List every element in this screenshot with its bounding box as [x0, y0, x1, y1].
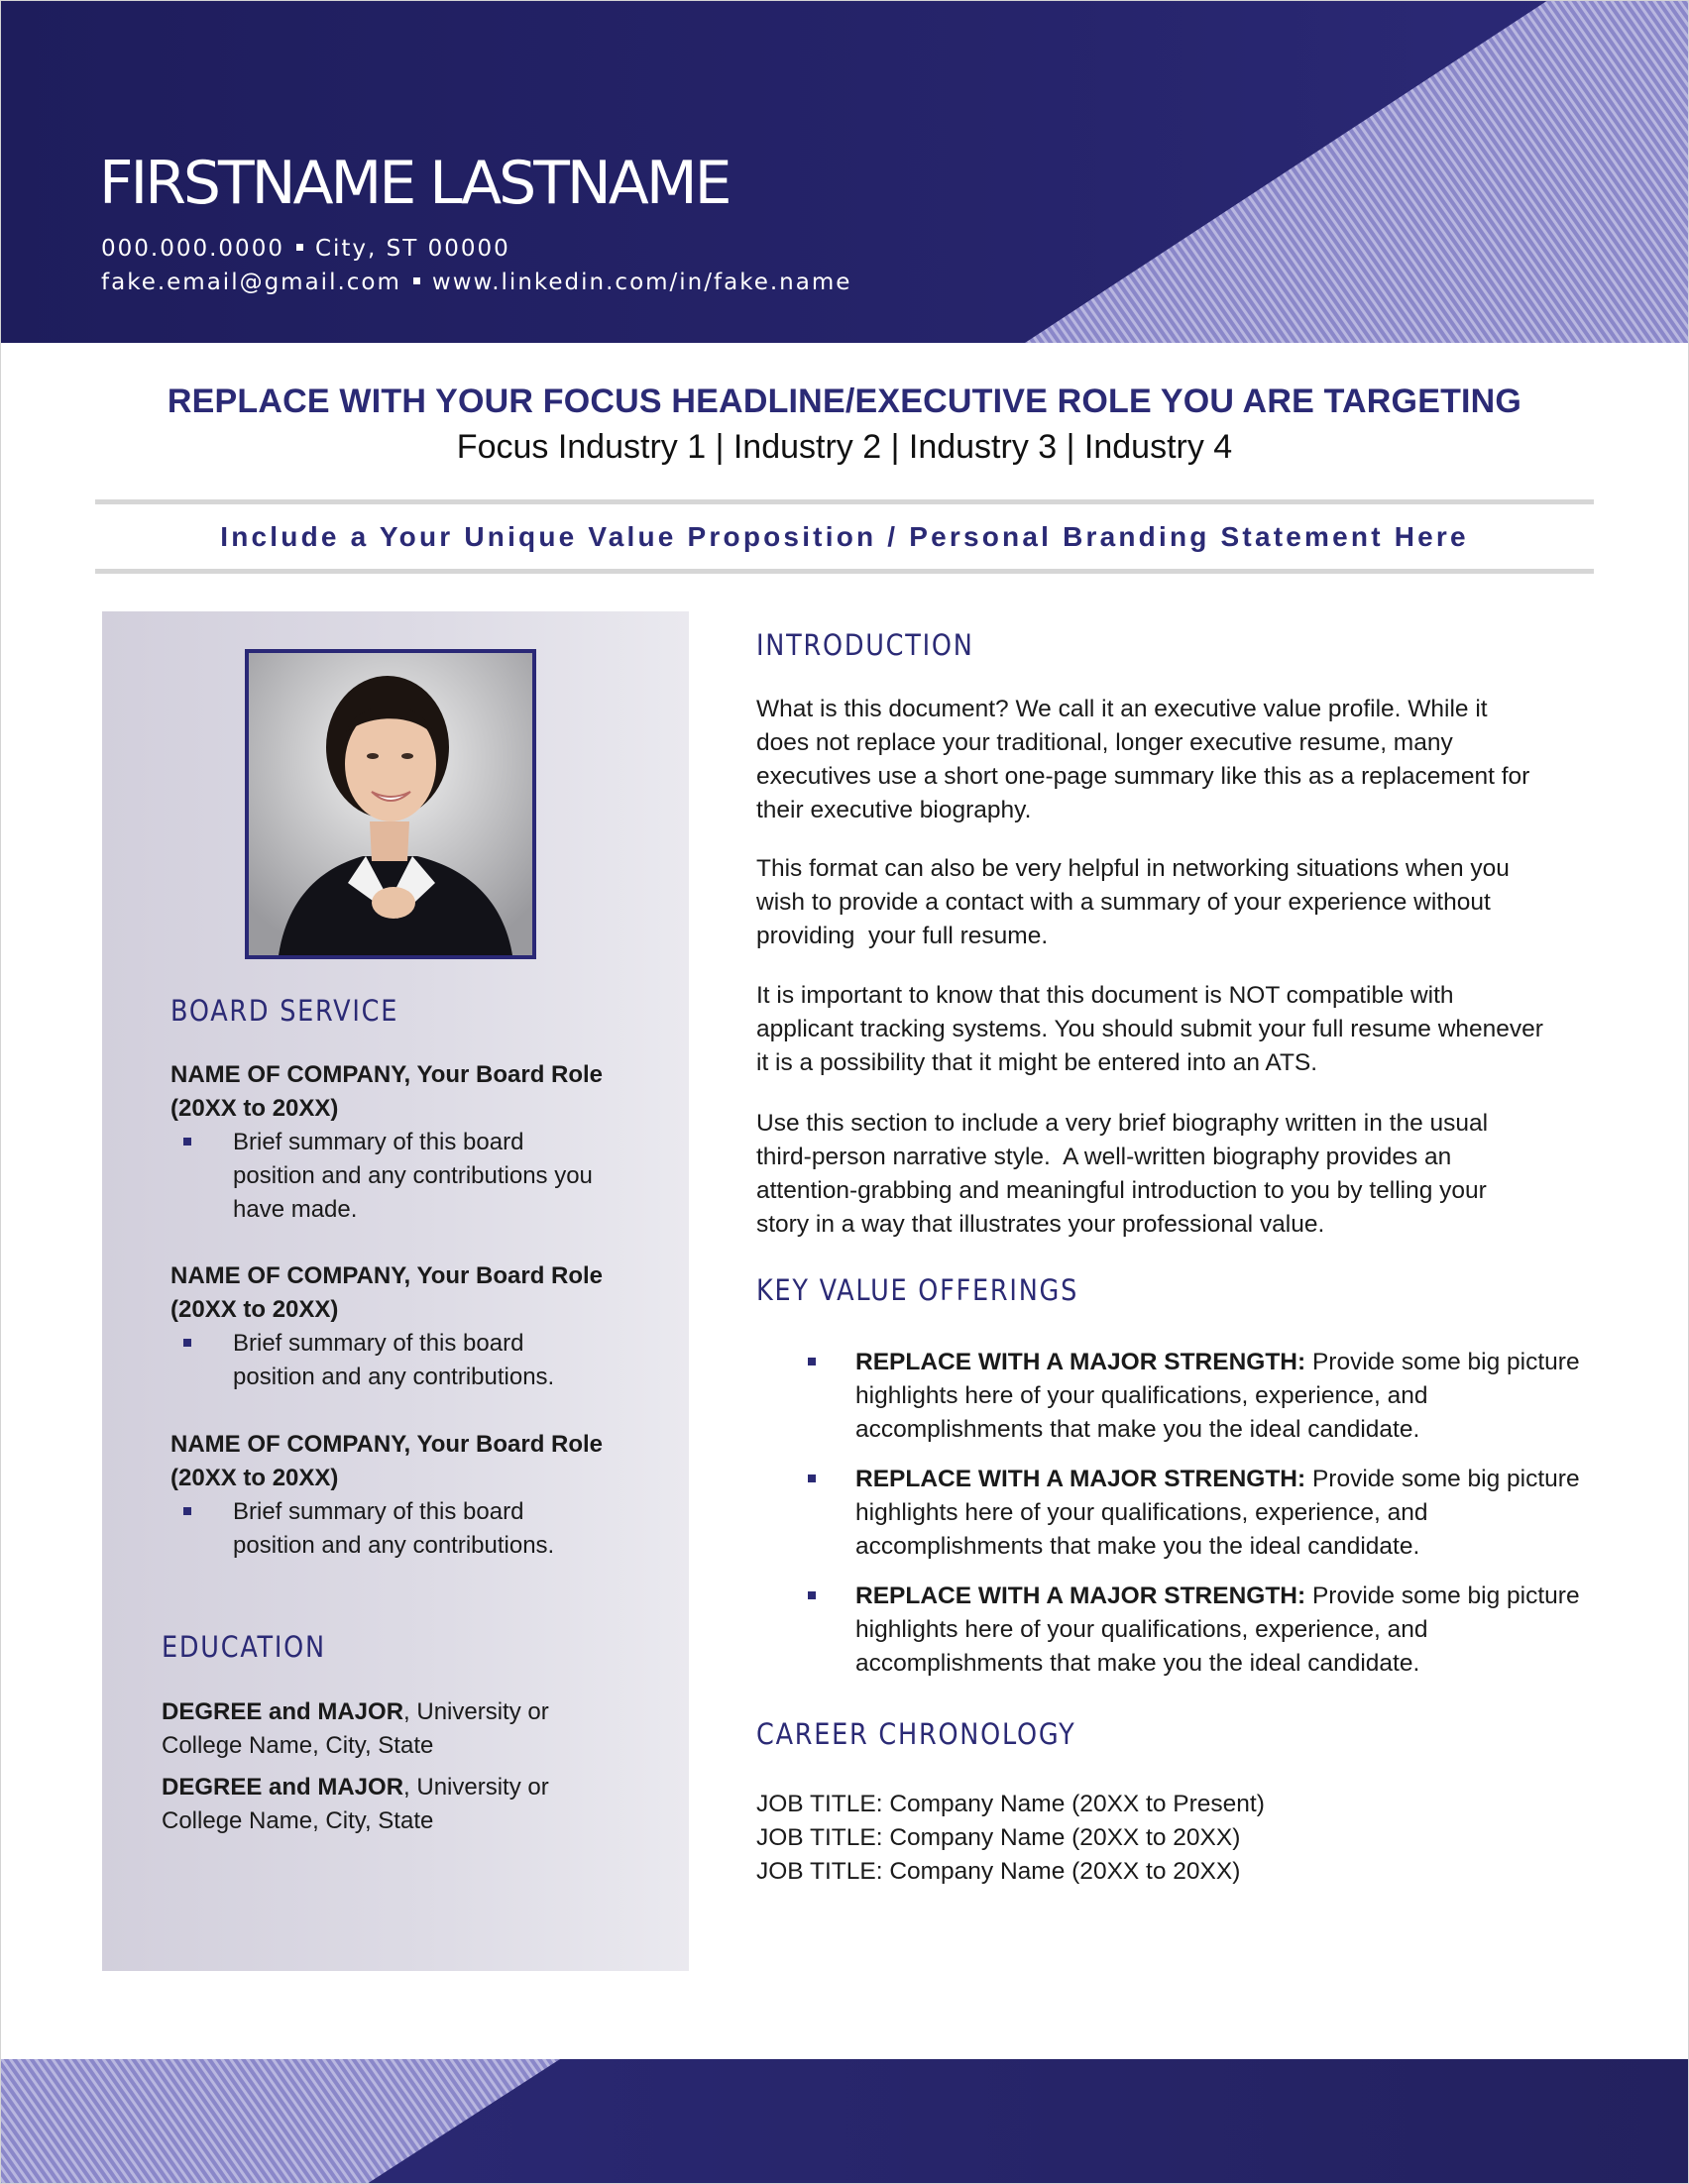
text-line: applicant tracking systems. You should submit your full resume whenever: [756, 1016, 1543, 1042]
bullet-square: [808, 1358, 816, 1365]
bullet-square: [183, 1138, 191, 1146]
board-company: NAME OF COMPANY, Your Board Role: [170, 1431, 604, 1458]
location: City, ST 00000: [314, 236, 510, 262]
strength-label: REPLACE WITH A MAJOR STRENGTH:: [855, 1583, 1306, 1609]
board-summary-line: position and any contributions.: [233, 1532, 555, 1559]
board-dates: (20XX to 20XX): [170, 1095, 339, 1122]
board-summary-line: position and any contributions you: [233, 1162, 593, 1189]
header-band: [0, 0, 1689, 343]
board-service-title: BOARD SERVICE: [170, 994, 399, 1028]
job-entry: JOB TITLE: Company Name (20XX to 20XX): [756, 1858, 1241, 1885]
separator: [296, 244, 303, 251]
intro-paragraph: [756, 1107, 1599, 1242]
bullet-square: [808, 1474, 816, 1482]
linkedin-link[interactable]: www.linkedin.com/in/fake.name: [431, 270, 852, 295]
text-line: attention-grabbing and meaningful introduction to you by telling your: [756, 1177, 1487, 1204]
bullet-square: [183, 1507, 191, 1515]
education-entry: [162, 1695, 549, 1729]
divider-bottom: [95, 569, 1594, 574]
value-offering-item: [855, 1346, 1609, 1447]
board-dates: (20XX to 20XX): [170, 1465, 339, 1491]
contact-line-2: [101, 270, 851, 295]
text-line: highlights here of your qualifications, experience, and: [855, 1382, 1428, 1409]
value-offering-item: [855, 1580, 1609, 1681]
degree: DEGREE and MAJOR: [162, 1698, 404, 1725]
candidate-name: FIRSTNAME LASTNAME: [99, 149, 730, 218]
text-line: Provide some big picture: [1305, 1583, 1580, 1609]
text-line: third-person narrative style. A well-written biography provides an: [756, 1144, 1452, 1170]
text-line: providing your full resume.: [756, 923, 1049, 949]
key-value-offerings-title: KEY VALUE OFFERINGS: [756, 1273, 1079, 1307]
footer-band: [0, 2059, 1689, 2184]
text-line: This format can also be very helpful in networking situations when you: [756, 855, 1510, 882]
portrait-illustration: [249, 653, 532, 955]
text-line: It is important to know that this document is NOT compatible with: [756, 982, 1454, 1009]
text-line: executives use a short one-page summary like this as a replacement for: [756, 763, 1530, 790]
strength-label: REPLACE WITH A MAJOR STRENGTH:: [855, 1466, 1306, 1492]
job-entry: JOB TITLE: Company Name (20XX to 20XX): [756, 1824, 1241, 1851]
education-entry: [162, 1771, 549, 1804]
board-dates: (20XX to 20XX): [170, 1296, 339, 1323]
bullet-square: [808, 1591, 816, 1599]
value-offering-item: [855, 1463, 1609, 1564]
board-summary-line: position and any contributions.: [233, 1364, 555, 1390]
text-line: does not replace your traditional, longer executive resume, many: [756, 729, 1453, 756]
board-summary-line: have made.: [233, 1196, 358, 1223]
text-line: Provide some big picture: [1305, 1349, 1580, 1375]
school: , University or: [403, 1774, 549, 1801]
text-line: Use this section to include a very brief biography written in the usual: [756, 1110, 1489, 1137]
text-line: highlights here of your qualifications, experience, and: [855, 1616, 1428, 1643]
intro-paragraph: [756, 852, 1599, 953]
education-location: College Name, City, State: [162, 1732, 434, 1759]
text-line: What is this document? We call it an executive value profile. While it: [756, 696, 1488, 722]
email-link[interactable]: fake.email@gmail.com: [101, 270, 401, 295]
contact-line-1: [101, 236, 510, 262]
education-location: College Name, City, State: [162, 1807, 434, 1834]
text-line: accomplishments that make you the ideal candidate.: [855, 1533, 1420, 1560]
text-line: accomplishments that make you the ideal candidate.: [855, 1416, 1420, 1443]
board-company: NAME OF COMPANY, Your Board Role: [170, 1262, 604, 1289]
branding-statement: Include a Your Unique Value Proposition / Personal Branding Statement Here: [220, 521, 1469, 552]
introduction-title: INTRODUCTION: [756, 628, 974, 662]
text-line: it is a possibility that it might be entered into an ATS.: [756, 1049, 1318, 1076]
profile-photo: [245, 649, 536, 959]
board-summary-line: Brief summary of this board: [233, 1330, 524, 1357]
education-title: EDUCATION: [162, 1630, 326, 1664]
board-company: NAME OF COMPANY, Your Board Role: [170, 1061, 604, 1088]
footer-diagonal-pattern: [0, 2059, 1689, 2184]
text-line: highlights here of your qualifications, experience, and: [855, 1499, 1428, 1526]
strength-label: REPLACE WITH A MAJOR STRENGTH:: [855, 1349, 1306, 1375]
text-line: wish to provide a contact with a summary of your experience without: [756, 889, 1491, 916]
text-line: their executive biography.: [756, 797, 1032, 823]
industries-line: Focus Industry 1 | Industry 2 | Industry 3 | Industry 4: [456, 428, 1233, 466]
intro-paragraph: [756, 693, 1599, 827]
separator: [413, 277, 420, 284]
phone: 000.000.0000: [101, 236, 284, 262]
career-chronology-title: CAREER CHRONOLOGY: [756, 1717, 1076, 1751]
board-summary-line: Brief summary of this board: [233, 1129, 524, 1155]
bullet-square: [183, 1339, 191, 1347]
text-line: accomplishments that make you the ideal candidate.: [855, 1650, 1420, 1677]
focus-headline: REPLACE WITH YOUR FOCUS HEADLINE/EXECUTIVE ROLE YOU ARE TARGETING: [167, 382, 1522, 420]
school: , University or: [403, 1698, 549, 1725]
degree: DEGREE and MAJOR: [162, 1774, 404, 1801]
text-line: Provide some big picture: [1305, 1466, 1580, 1492]
intro-paragraph: [756, 979, 1599, 1080]
board-summary-line: Brief summary of this board: [233, 1498, 524, 1525]
divider-top: [95, 499, 1594, 504]
job-entry: JOB TITLE: Company Name (20XX to Present): [756, 1791, 1265, 1817]
text-line: story in a way that illustrates your professional value.: [756, 1211, 1325, 1238]
